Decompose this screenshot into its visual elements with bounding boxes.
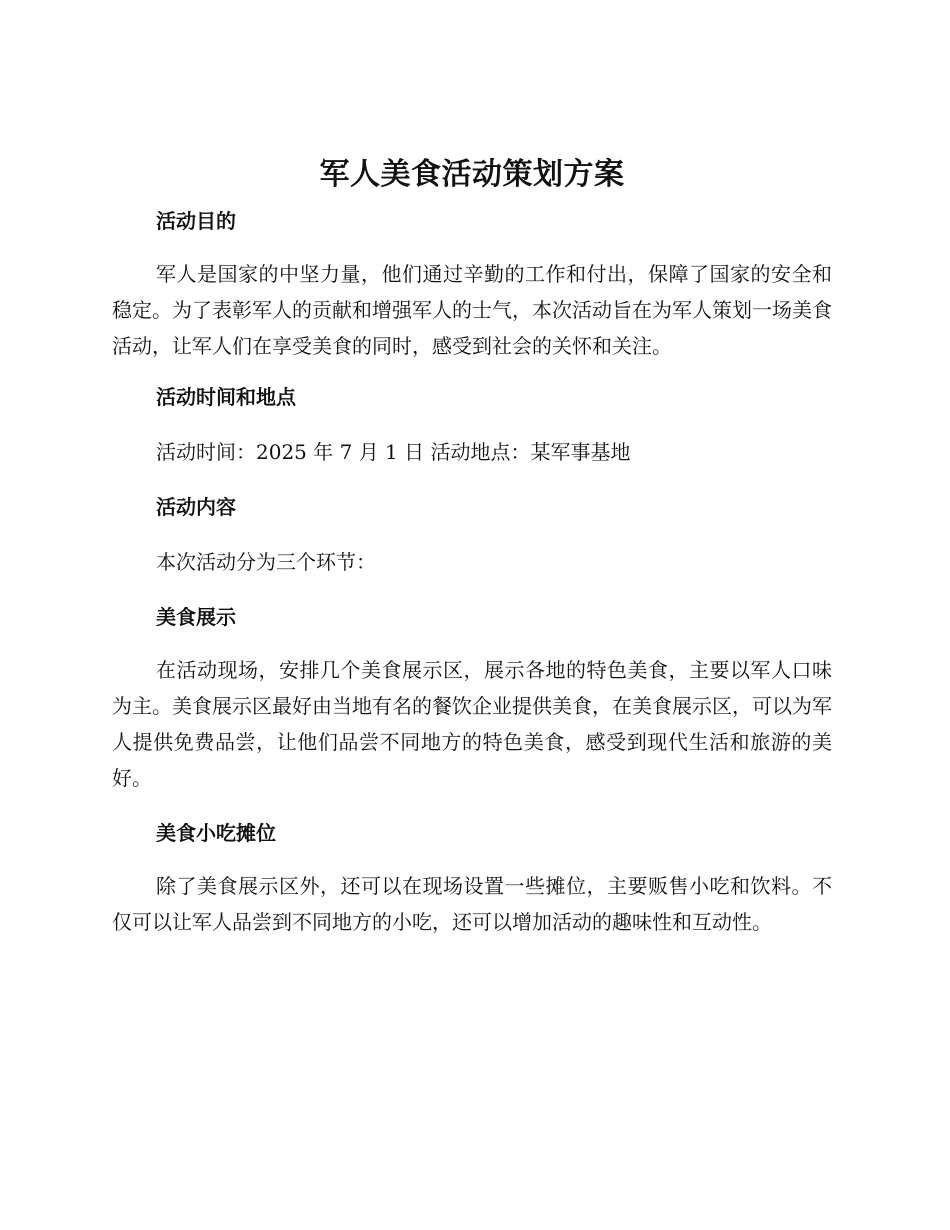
section-heading-snack-stalls: 美食小吃摊位 xyxy=(156,821,276,845)
section-heading-food-display: 美食展示 xyxy=(156,605,236,629)
section-paragraph-time-place: 活动时间：2025 年 7 月 1 日 活动地点：某军事基地 xyxy=(156,440,631,464)
section-paragraph-purpose: 军人是国家的中坚力量，他们通过辛勤的工作和付出，保障了国家的安全和稳定。为了表彰军人的贡献和增强军人的士气，本次活动旨在为军人策划一场美食活动，让军人们在享受美食的同时，感受到社会的关怀和关注。 xyxy=(112,262,832,358)
section-paragraph-snack-stalls: 除了美食展示区外，还可以在现场设置一些摊位，主要贩售小吃和饮料。不仅可以让军人品尝到不同地方的小吃，还可以增加活动的趣味性和互动性。 xyxy=(112,874,832,934)
document-body xyxy=(112,148,832,940)
section-heading-content: 活动内容 xyxy=(156,495,236,519)
section-heading-purpose: 活动目的 xyxy=(156,209,236,233)
section-paragraph-content: 本次活动分为三个环节： xyxy=(156,550,376,574)
section-paragraph-food-display: 在活动现场，安排几个美食展示区，展示各地的特色美食，主要以军人口味为主。美食展示区最好由当地有名的餐饮企业提供美食，在美食展示区，可以为军人提供免费品尝，让他们品尝不同地方的特色美食，感受到现代生活和旅游的美好。 xyxy=(112,658,832,790)
document-title: 军人美食活动策划方案 xyxy=(319,157,625,192)
section-heading-time-place: 活动时间和地点 xyxy=(156,385,296,409)
